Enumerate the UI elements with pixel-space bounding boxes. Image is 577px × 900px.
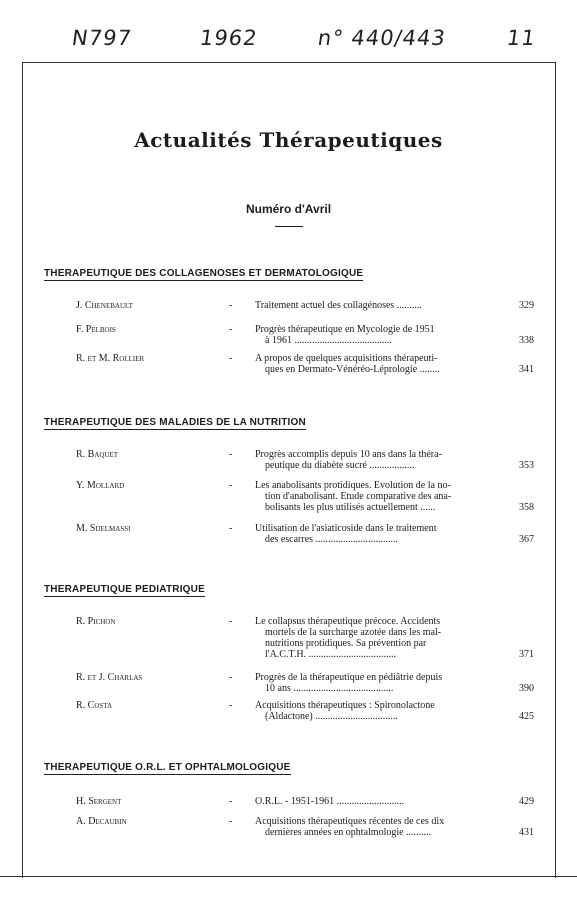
entry-title-line: nutritions protidiques. Sa prévention par [255,638,427,649]
entry-dash: - [229,300,233,311]
entry-title [255,796,505,807]
entry-page-number: 358 [519,502,534,513]
entry-title-line: Traitement actuel des collagénoses .......... [255,300,422,311]
entry-page-number: 371 [519,649,534,660]
entry-title-line: à 1961 ....................................... [255,335,392,346]
entry-dash: - [229,324,233,335]
entry-dash: - [229,449,233,460]
entry-title [255,616,505,660]
handwritten-numbers: n° 440/443 [316,26,448,50]
entry-title-line: O.R.L. - 1951-1961 ........................... [255,796,405,807]
entry-title-line: 10 ans ........................................ [255,683,394,694]
entry-title-line: mortels de la surcharge azotée dans les mal- [255,627,442,638]
entry-author: R. Costa [76,700,113,711]
entry-page-number: 390 [519,683,534,694]
section-heading: THERAPEUTIQUE DES MALADIES DE LA NUTRITION [44,417,306,428]
entry-title [255,672,505,694]
entry-title [255,523,505,545]
entry-title-line: ques en Dermato-Vénéréo-Léprologie ........ [255,364,440,375]
entry-title-line: l'A.C.T.H. ................................... [255,649,397,660]
entry-title-line: Acquisitions thérapeutiques : Spironolactone [255,700,435,711]
entry-title-line: Utilisation de l'asiaticoside dans le traitement [255,523,437,534]
entry-title-line: Acquisitions thérapeutiques récentes de ces dix [255,816,445,827]
entry-dash: - [229,353,233,364]
entry-title [255,700,505,722]
entry-title-line: Progrès thérapeutique en Mycologie de 1951 [255,324,435,335]
handwritten-year: 1962 [198,26,260,50]
entry-dash: - [229,700,233,711]
entry-page-number: 329 [519,300,534,311]
entry-title [255,300,505,311]
entry-title [255,816,505,838]
handwritten-mark: 11 [505,26,538,50]
entry-author: J. Chenebault [76,300,133,311]
entry-page-number: 338 [519,335,534,346]
entry-page-number: 353 [519,460,534,471]
entry-dash: - [229,672,233,683]
entry-author: R. Baquet [76,449,119,460]
entry-title-line: Les anabolisants protidiques. Evolution de la no- [255,480,451,491]
entry-title-line: A propos de quelques acquisitions thérapeuti- [255,353,438,364]
entry-title-line: dernières années en ophtalmologie .......... [255,827,432,838]
handwritten-ref: N797 [70,26,134,50]
entry-page-number: 425 [519,711,534,722]
entry-page-number: 341 [519,364,534,375]
entry-title-line: Progrès de la thérapeutique en pédiâtrie depuis [255,672,443,683]
issue-label: Numéro d'Avril [245,202,332,216]
entry-author: R. et J. Charlas [76,672,143,683]
entry-dash: - [229,616,233,627]
entry-author: R. Pichon [76,616,116,627]
entry-page-number: 429 [519,796,534,807]
bottom-rule [0,876,577,877]
entry-dash: - [229,480,233,491]
entry-title [255,480,505,513]
section-heading: THERAPEUTIQUE PEDIATRIQUE [44,584,205,595]
entry-page-number: 431 [519,827,534,838]
entry-title [255,353,505,375]
entry-author: H. Sergent [76,796,122,807]
entry-author: A. Decaubin [76,816,127,827]
entry-title [255,449,505,471]
entry-dash: - [229,816,233,827]
entry-title-line: tion d'anabolisant. Etude comparative des ana- [255,491,452,502]
section-heading: THERAPEUTIQUE O.R.L. ET OPHTALMOLOGIQUE [44,762,291,773]
entry-author: Y. Mollard [76,480,125,491]
entry-dash: - [229,796,233,807]
section-heading: THERAPEUTIQUE DES COLLAGENOSES ET DERMATOLOGIQUE [44,268,364,279]
entry-dash: - [229,523,233,534]
issue-underline [275,226,303,227]
entry-author: M. Sijelmassi [76,523,131,534]
entry-title-line: (Aldactone) ................................. [255,711,398,722]
entry-title-line: peutique du diabète sucré .................. [255,460,415,471]
entry-author: F. Pelbois [76,324,116,335]
entry-page-number: 367 [519,534,534,545]
entry-title-line: Progrès accomplis depuis 10 ans dans la théra- [255,449,442,460]
entry-author: R. et M. Rollier [76,353,145,364]
entry-title [255,324,505,346]
journal-title: Actualités Thérapeutiques [134,128,443,152]
entry-title-line: bolisants les plus utilisés actuellement ...... [255,502,436,513]
entry-title-line: des escarres ................................. [255,534,399,545]
entry-title-line: Le collapsus thérapeutique précoce. Accidents [255,616,441,627]
